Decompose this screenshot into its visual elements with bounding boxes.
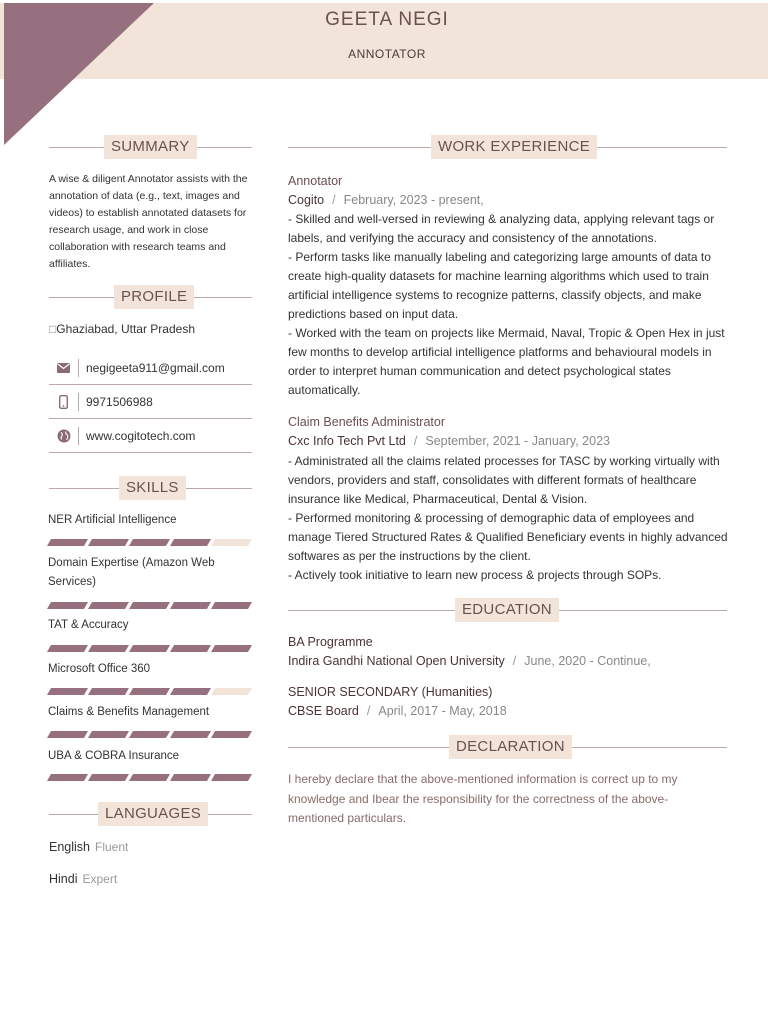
website-link[interactable]: www.cogitotech.com	[86, 429, 196, 443]
job-dates: February, 2023 - present,	[343, 193, 484, 207]
education-degree: SENIOR SECONDARY (Humanities)	[288, 685, 493, 699]
experience-title: WORK EXPERIENCE	[431, 135, 597, 159]
summary-heading	[49, 135, 252, 159]
globe-icon	[49, 420, 78, 452]
summary-text: A wise & diligent Annotator assists with the annotation of data (e.g., text, images and videos) to establish annotated datasets for research usage, and work in close collaboration with research teams and affiliates.	[49, 173, 248, 270]
education-dates: April, 2017 - May, 2018	[378, 704, 507, 718]
education-school: Indira Gandhi National Open University	[288, 654, 505, 668]
skill-bar-segment	[129, 539, 170, 546]
skill-bar-segment	[170, 688, 211, 695]
job-bullet: - Skilled and well-versed in reviewing & analyzing data, applying relevant tags or labels, and verifying the accuracy and consistency of the annotations.	[288, 212, 715, 245]
profile-heading	[49, 285, 252, 309]
job-description	[288, 452, 728, 585]
phone-row	[49, 386, 252, 419]
skill-bar-segment	[170, 602, 211, 609]
skill-bar-segment	[211, 539, 252, 546]
skill-name: Microsoft Office 360	[48, 663, 151, 675]
job-company: Cogito	[288, 193, 325, 207]
declaration-title: DECLARATION	[449, 735, 572, 759]
job-dates: September, 2021 - January, 2023	[425, 434, 610, 448]
skills-heading	[49, 476, 252, 500]
job-title: Claim Benefits Administrator	[288, 415, 446, 429]
declaration-heading	[288, 735, 727, 759]
job-description	[288, 210, 728, 400]
skill-bar-segment	[211, 645, 252, 652]
skill-bar-segment	[47, 688, 88, 695]
candidate-name: GEETA NEGI	[325, 9, 449, 30]
job-company-line: Cogito / February, 2023 - present,	[288, 193, 484, 207]
language-item	[49, 872, 117, 886]
education-dates: June, 2020 - Continue,	[524, 654, 651, 668]
skill-bar-segment	[88, 539, 129, 546]
skill-name: Domain Expertise (Amazon Web Services)	[48, 557, 215, 588]
skill-bar-segment	[88, 688, 129, 695]
candidate-role: ANNOTATOR	[348, 47, 426, 61]
email-link[interactable]: negigeeta911@gmail.com	[86, 361, 225, 375]
skill-name: TAT & Accuracy	[48, 619, 129, 631]
experience-heading	[288, 135, 727, 159]
phone-icon	[49, 386, 78, 418]
job-company: Cxc Info Tech Pvt Ltd	[288, 434, 406, 448]
skill-bar	[47, 774, 252, 781]
education-school: CBSE Board	[288, 704, 359, 718]
education-school-line: Indira Gandhi National Open University / June, 2020 - Continue,	[288, 654, 651, 668]
profile-title: PROFILE	[114, 285, 194, 309]
location-text	[49, 321, 195, 338]
skill-name: NER Artificial Intelligence	[48, 514, 177, 526]
skill-bar-segment	[47, 645, 88, 652]
summary-title: SUMMARY	[104, 135, 197, 159]
skills-title: SKILLS	[119, 476, 186, 500]
skill-bar-segment	[129, 688, 170, 695]
skill-bar	[47, 539, 252, 546]
education-degree: BA Programme	[288, 635, 373, 649]
skill-bar-segment	[129, 731, 170, 738]
skill-name: Claims & Benefits Management	[48, 706, 210, 718]
languages-title: LANGUAGES	[98, 802, 208, 826]
skill-bar-segment	[211, 731, 252, 738]
location-value: Ghaziabad, Uttar Pradesh	[56, 322, 195, 336]
skill-bar-segment	[211, 688, 252, 695]
skill-bar-segment	[47, 602, 88, 609]
language-level: Expert	[82, 872, 118, 886]
skill-bar-segment	[211, 774, 252, 781]
skill-bar-segment	[211, 602, 252, 609]
skill-bar	[47, 602, 252, 609]
declaration-text: I hereby declare that the above-mentioned information is correct up to my knowledge and Ibear the responsibility for the correctness of the above-mentioned particulars.	[288, 772, 678, 825]
skill-bar-segment	[170, 539, 211, 546]
skill-name: UBA & COBRA Insurance	[48, 750, 180, 762]
language-name: English	[49, 840, 90, 854]
skill-bar-segment	[129, 645, 170, 652]
education-school-line: CBSE Board / April, 2017 - May, 2018	[288, 704, 507, 718]
envelope-icon	[49, 352, 78, 384]
location-pin-icon: □	[49, 322, 57, 336]
skill-bar-segment	[129, 602, 170, 609]
skill-bar	[47, 688, 252, 695]
language-item	[49, 840, 128, 854]
skill-bar-segment	[170, 731, 211, 738]
language-name: Hindi	[49, 872, 78, 886]
skill-bar-segment	[170, 645, 211, 652]
education-title: EDUCATION	[455, 598, 559, 622]
skill-bar-segment	[47, 774, 88, 781]
job-bullet: - Actively took initiative to learn new process & projects through SOPs.	[288, 568, 662, 582]
skill-bar-segment	[47, 539, 88, 546]
skill-bar-segment	[170, 774, 211, 781]
skill-bar-segment	[88, 602, 129, 609]
job-bullet: - Worked with the team on projects like Mermaid, Naval, Tropic & Open Hex in just few months to develop artificial intelligence platforms and behavioural models in order to interpret human communication and detect psychological states automatically.	[288, 326, 725, 397]
skill-bar	[47, 645, 252, 652]
email-row	[49, 352, 252, 385]
skill-bar-segment	[129, 774, 170, 781]
skill-bar-segment	[88, 774, 129, 781]
language-level: Fluent	[95, 840, 129, 854]
phone-value: 9971506988	[86, 395, 153, 409]
job-bullet: - Administrated all the claims related processes for TASC by working virtually with vendors, providers and staff, consolidates with different formats of healthcare insurance like Medical, Pharmaceutical, Dental & Vision.	[288, 454, 720, 506]
website-row	[49, 420, 252, 453]
job-bullet: - Performed monitoring & processing of demographic data of employees and manage Tiered Structured Rates & Qualified Beneficiary events in highly advanced softwares as per the instructions by the client.	[288, 511, 728, 563]
skill-bar-segment	[47, 731, 88, 738]
job-bullet: - Perform tasks like manually labeling and categorizing large amounts of data to create high-quality datasets for machine learning algorithms which used to train artificial intelligence systems to recognize patterns, classify objects, and make predictions based on input data.	[288, 250, 711, 321]
education-heading	[288, 598, 727, 622]
skill-bar-segment	[88, 645, 129, 652]
skill-bar-segment	[88, 731, 129, 738]
job-title: Annotator	[288, 174, 343, 188]
skill-bar	[47, 731, 252, 738]
job-company-line: Cxc Info Tech Pvt Ltd / September, 2021 - January, 2023	[288, 434, 610, 448]
languages-heading	[49, 802, 252, 826]
